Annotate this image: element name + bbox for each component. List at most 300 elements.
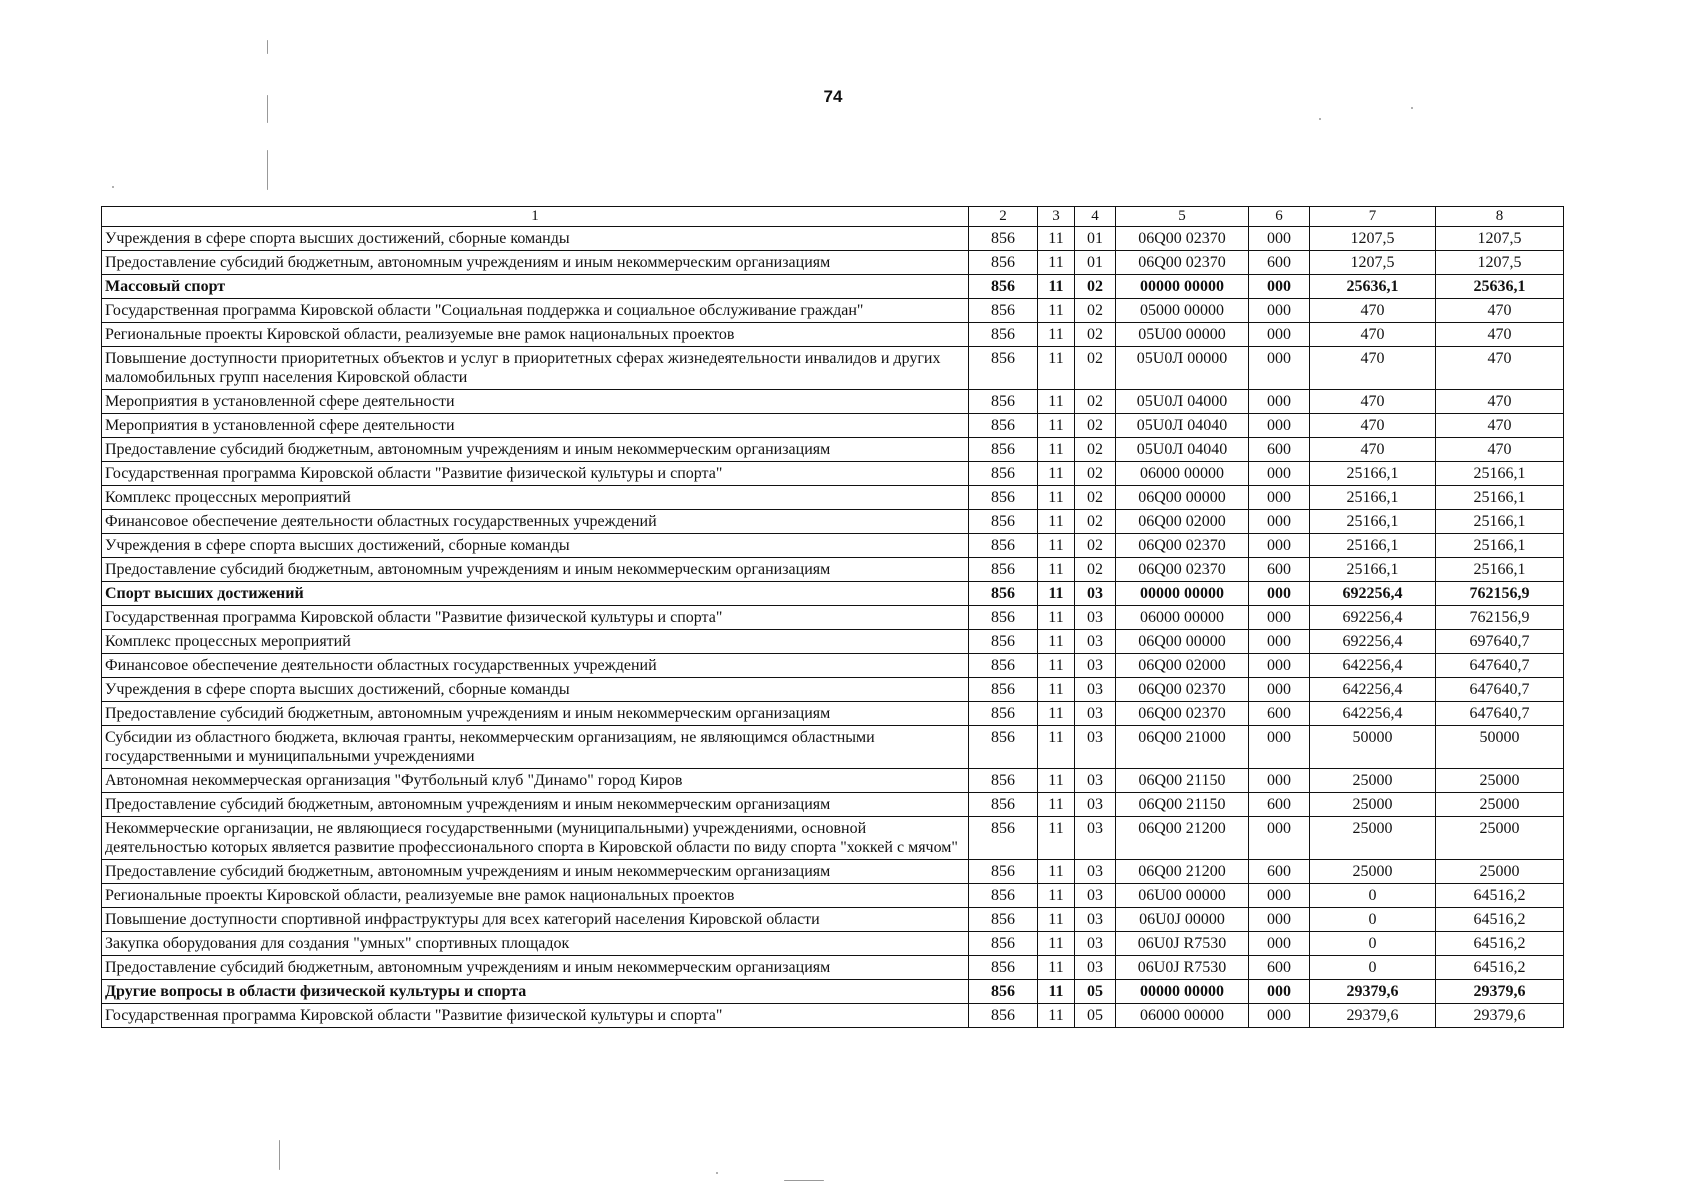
table-row bbox=[102, 390, 1564, 414]
expense-type-cell: 000 bbox=[1249, 606, 1310, 630]
amount-year2-cell: 470 bbox=[1436, 323, 1564, 347]
amount-year1-cell: 25636,1 bbox=[1310, 275, 1436, 299]
budget-table bbox=[101, 206, 1564, 1028]
table-row bbox=[102, 414, 1564, 438]
expense-type-cell: 000 bbox=[1249, 932, 1310, 956]
grbs-code-cell: 856 bbox=[969, 347, 1038, 390]
section-cell: 11 bbox=[1038, 884, 1075, 908]
amount-year1-cell: 29379,6 bbox=[1310, 980, 1436, 1004]
target-article-cell: 05U0Л 00000 bbox=[1116, 347, 1249, 390]
table-row bbox=[102, 678, 1564, 702]
section-cell: 11 bbox=[1038, 956, 1075, 980]
expense-type-cell: 600 bbox=[1249, 793, 1310, 817]
subsection-cell: 03 bbox=[1075, 908, 1116, 932]
row-name-cell: Предоставление субсидий бюджетным, автономным учреждениям и иным некоммерческим организациям bbox=[102, 438, 969, 462]
scan-speck bbox=[784, 1180, 824, 1181]
target-article-cell: 06Q00 00000 bbox=[1116, 486, 1249, 510]
row-name-cell: Другие вопросы в области физической культуры и спорта bbox=[102, 980, 969, 1004]
amount-year2-cell: 470 bbox=[1436, 414, 1564, 438]
expense-type-cell: 000 bbox=[1249, 323, 1310, 347]
section-cell: 11 bbox=[1038, 275, 1075, 299]
expense-type-cell: 000 bbox=[1249, 390, 1310, 414]
amount-year2-cell: 25000 bbox=[1436, 769, 1564, 793]
expense-type-cell: 000 bbox=[1249, 347, 1310, 390]
amount-year1-cell: 692256,4 bbox=[1310, 606, 1436, 630]
grbs-code-cell: 856 bbox=[969, 980, 1038, 1004]
amount-year2-cell: 25166,1 bbox=[1436, 486, 1564, 510]
section-cell: 11 bbox=[1038, 347, 1075, 390]
table-row bbox=[102, 323, 1564, 347]
subsection-cell: 03 bbox=[1075, 606, 1116, 630]
row-name-cell: Комплекс процессных мероприятий bbox=[102, 486, 969, 510]
amount-year1-cell: 0 bbox=[1310, 908, 1436, 932]
row-name-cell: Учреждения в сфере спорта высших достижений, сборные команды bbox=[102, 227, 969, 251]
grbs-code-cell: 856 bbox=[969, 678, 1038, 702]
amount-year1-cell: 0 bbox=[1310, 884, 1436, 908]
grbs-code-cell: 856 bbox=[969, 860, 1038, 884]
section-cell: 11 bbox=[1038, 558, 1075, 582]
row-name-cell: Массовый спорт bbox=[102, 275, 969, 299]
section-cell: 11 bbox=[1038, 726, 1075, 769]
table-row bbox=[102, 908, 1564, 932]
expense-type-cell: 000 bbox=[1249, 908, 1310, 932]
section-cell: 11 bbox=[1038, 251, 1075, 275]
section-cell: 11 bbox=[1038, 630, 1075, 654]
grbs-code-cell: 856 bbox=[969, 462, 1038, 486]
amount-year1-cell: 25166,1 bbox=[1310, 486, 1436, 510]
scan-speck bbox=[267, 150, 268, 190]
amount-year2-cell: 762156,9 bbox=[1436, 606, 1564, 630]
table-row bbox=[102, 726, 1564, 769]
section-cell: 11 bbox=[1038, 414, 1075, 438]
table-row bbox=[102, 275, 1564, 299]
expense-type-cell: 000 bbox=[1249, 414, 1310, 438]
target-article-cell: 00000 00000 bbox=[1116, 275, 1249, 299]
row-name-cell: Финансовое обеспечение деятельности областных государственных учреждений bbox=[102, 654, 969, 678]
amount-year1-cell: 470 bbox=[1310, 414, 1436, 438]
grbs-code-cell: 856 bbox=[969, 323, 1038, 347]
section-cell: 11 bbox=[1038, 678, 1075, 702]
target-article-cell: 05U0Л 04000 bbox=[1116, 390, 1249, 414]
subsection-cell: 02 bbox=[1075, 299, 1116, 323]
table-row bbox=[102, 817, 1564, 860]
section-cell: 11 bbox=[1038, 486, 1075, 510]
amount-year1-cell: 1207,5 bbox=[1310, 251, 1436, 275]
row-name-cell: Учреждения в сфере спорта высших достижений, сборные команды bbox=[102, 534, 969, 558]
table-row bbox=[102, 884, 1564, 908]
grbs-code-cell: 856 bbox=[969, 486, 1038, 510]
amount-year1-cell: 0 bbox=[1310, 932, 1436, 956]
scan-speck bbox=[1319, 118, 1321, 120]
expense-type-cell: 000 bbox=[1249, 726, 1310, 769]
target-article-cell: 06Q00 21150 bbox=[1116, 793, 1249, 817]
amount-year2-cell: 64516,2 bbox=[1436, 884, 1564, 908]
amount-year2-cell: 25166,1 bbox=[1436, 510, 1564, 534]
grbs-code-cell: 856 bbox=[969, 630, 1038, 654]
grbs-code-cell: 856 bbox=[969, 558, 1038, 582]
amount-year1-cell: 470 bbox=[1310, 438, 1436, 462]
subsection-cell: 03 bbox=[1075, 769, 1116, 793]
column-header: 8 bbox=[1436, 207, 1564, 227]
expense-type-cell: 600 bbox=[1249, 956, 1310, 980]
expense-type-cell: 600 bbox=[1249, 438, 1310, 462]
row-name-cell: Некоммерческие организации, не являющиеся государственными (муниципальными) учреждениями, основной деятельностью которых является развитие профессионального спорта в Кировской области по виду спорта "хоккей с мячом" bbox=[102, 817, 969, 860]
scan-speck bbox=[279, 1140, 280, 1170]
row-name-cell: Комплекс процессных мероприятий bbox=[102, 630, 969, 654]
amount-year1-cell: 25000 bbox=[1310, 860, 1436, 884]
amount-year2-cell: 29379,6 bbox=[1436, 980, 1564, 1004]
amount-year1-cell: 25166,1 bbox=[1310, 462, 1436, 486]
subsection-cell: 02 bbox=[1075, 510, 1116, 534]
subsection-cell: 02 bbox=[1075, 275, 1116, 299]
target-article-cell: 06Q00 21000 bbox=[1116, 726, 1249, 769]
target-article-cell: 05U00 00000 bbox=[1116, 323, 1249, 347]
row-name-cell: Государственная программа Кировской области "Развитие физической культуры и спорта" bbox=[102, 1004, 969, 1028]
section-cell: 11 bbox=[1038, 702, 1075, 726]
target-article-cell: 06000 00000 bbox=[1116, 462, 1249, 486]
expense-type-cell: 600 bbox=[1249, 251, 1310, 275]
subsection-cell: 03 bbox=[1075, 678, 1116, 702]
expense-type-cell: 000 bbox=[1249, 510, 1310, 534]
scan-speck bbox=[716, 1172, 718, 1174]
target-article-cell: 05U0Л 04040 bbox=[1116, 414, 1249, 438]
subsection-cell: 03 bbox=[1075, 956, 1116, 980]
grbs-code-cell: 856 bbox=[969, 817, 1038, 860]
grbs-code-cell: 856 bbox=[969, 956, 1038, 980]
subsection-cell: 02 bbox=[1075, 558, 1116, 582]
grbs-code-cell: 856 bbox=[969, 251, 1038, 275]
expense-type-cell: 000 bbox=[1249, 817, 1310, 860]
expense-type-cell: 000 bbox=[1249, 678, 1310, 702]
subsection-cell: 03 bbox=[1075, 702, 1116, 726]
section-cell: 11 bbox=[1038, 323, 1075, 347]
amount-year1-cell: 25166,1 bbox=[1310, 534, 1436, 558]
row-name-cell: Предоставление субсидий бюджетным, автономным учреждениям и иным некоммерческим организациям bbox=[102, 860, 969, 884]
subsection-cell: 02 bbox=[1075, 414, 1116, 438]
amount-year2-cell: 647640,7 bbox=[1436, 678, 1564, 702]
section-cell: 11 bbox=[1038, 299, 1075, 323]
table-row bbox=[102, 510, 1564, 534]
amount-year2-cell: 697640,7 bbox=[1436, 630, 1564, 654]
amount-year1-cell: 50000 bbox=[1310, 726, 1436, 769]
section-cell: 11 bbox=[1038, 438, 1075, 462]
subsection-cell: 03 bbox=[1075, 932, 1116, 956]
target-article-cell: 06Q00 02370 bbox=[1116, 678, 1249, 702]
target-article-cell: 06000 00000 bbox=[1116, 1004, 1249, 1028]
target-article-cell: 06Q00 21200 bbox=[1116, 817, 1249, 860]
table-row bbox=[102, 438, 1564, 462]
grbs-code-cell: 856 bbox=[969, 726, 1038, 769]
grbs-code-cell: 856 bbox=[969, 908, 1038, 932]
subsection-cell: 02 bbox=[1075, 462, 1116, 486]
scan-speck bbox=[1411, 107, 1413, 109]
table-row bbox=[102, 227, 1564, 251]
column-header: 2 bbox=[969, 207, 1038, 227]
grbs-code-cell: 856 bbox=[969, 414, 1038, 438]
amount-year2-cell: 64516,2 bbox=[1436, 956, 1564, 980]
column-header: 7 bbox=[1310, 207, 1436, 227]
amount-year2-cell: 470 bbox=[1436, 299, 1564, 323]
page-number: 74 bbox=[823, 87, 843, 106]
amount-year2-cell: 470 bbox=[1436, 390, 1564, 414]
expense-type-cell: 000 bbox=[1249, 1004, 1310, 1028]
section-cell: 11 bbox=[1038, 817, 1075, 860]
expense-type-cell: 000 bbox=[1249, 462, 1310, 486]
subsection-cell: 03 bbox=[1075, 884, 1116, 908]
target-article-cell: 06U0J 00000 bbox=[1116, 908, 1249, 932]
amount-year2-cell: 762156,9 bbox=[1436, 582, 1564, 606]
subsection-cell: 01 bbox=[1075, 251, 1116, 275]
row-name-cell: Предоставление субсидий бюджетным, автономным учреждениям и иным некоммерческим организациям bbox=[102, 793, 969, 817]
target-article-cell: 06Q00 02370 bbox=[1116, 558, 1249, 582]
target-article-cell: 06Q00 02370 bbox=[1116, 251, 1249, 275]
expense-type-cell: 000 bbox=[1249, 884, 1310, 908]
table-row bbox=[102, 582, 1564, 606]
section-cell: 11 bbox=[1038, 227, 1075, 251]
section-cell: 11 bbox=[1038, 606, 1075, 630]
row-name-cell: Региональные проекты Кировской области, реализуемые вне рамок национальных проектов bbox=[102, 884, 969, 908]
amount-year2-cell: 29379,6 bbox=[1436, 1004, 1564, 1028]
table-row bbox=[102, 1004, 1564, 1028]
grbs-code-cell: 856 bbox=[969, 390, 1038, 414]
row-name-cell: Учреждения в сфере спорта высших достижений, сборные команды bbox=[102, 678, 969, 702]
table-body bbox=[102, 227, 1564, 1028]
section-cell: 11 bbox=[1038, 908, 1075, 932]
table-row bbox=[102, 606, 1564, 630]
grbs-code-cell: 856 bbox=[969, 227, 1038, 251]
target-article-cell: 00000 00000 bbox=[1116, 980, 1249, 1004]
amount-year2-cell: 25166,1 bbox=[1436, 462, 1564, 486]
amount-year1-cell: 642256,4 bbox=[1310, 678, 1436, 702]
target-article-cell: 06000 00000 bbox=[1116, 606, 1249, 630]
amount-year2-cell: 25000 bbox=[1436, 793, 1564, 817]
section-cell: 11 bbox=[1038, 793, 1075, 817]
grbs-code-cell: 856 bbox=[969, 275, 1038, 299]
table-row bbox=[102, 860, 1564, 884]
target-article-cell: 06Q00 02000 bbox=[1116, 510, 1249, 534]
row-name-cell: Предоставление субсидий бюджетным, автономным учреждениям и иным некоммерческим организациям bbox=[102, 558, 969, 582]
section-cell: 11 bbox=[1038, 534, 1075, 558]
scan-speck bbox=[112, 186, 114, 188]
target-article-cell: 06U0J R7530 bbox=[1116, 932, 1249, 956]
amount-year1-cell: 692256,4 bbox=[1310, 630, 1436, 654]
table-row bbox=[102, 932, 1564, 956]
expense-type-cell: 000 bbox=[1249, 582, 1310, 606]
row-name-cell: Спорт высших достижений bbox=[102, 582, 969, 606]
row-name-cell: Предоставление субсидий бюджетным, автономным учреждениям и иным некоммерческим организациям bbox=[102, 702, 969, 726]
expense-type-cell: 000 bbox=[1249, 980, 1310, 1004]
amount-year1-cell: 25000 bbox=[1310, 793, 1436, 817]
subsection-cell: 02 bbox=[1075, 347, 1116, 390]
expense-type-cell: 000 bbox=[1249, 630, 1310, 654]
amount-year2-cell: 25000 bbox=[1436, 817, 1564, 860]
target-article-cell: 06Q00 00000 bbox=[1116, 630, 1249, 654]
grbs-code-cell: 856 bbox=[969, 582, 1038, 606]
subsection-cell: 01 bbox=[1075, 227, 1116, 251]
expense-type-cell: 000 bbox=[1249, 275, 1310, 299]
amount-year1-cell: 470 bbox=[1310, 347, 1436, 390]
amount-year2-cell: 25636,1 bbox=[1436, 275, 1564, 299]
amount-year1-cell: 25000 bbox=[1310, 817, 1436, 860]
table-row bbox=[102, 558, 1564, 582]
target-article-cell: 06Q00 02000 bbox=[1116, 654, 1249, 678]
amount-year1-cell: 25166,1 bbox=[1310, 510, 1436, 534]
table-row bbox=[102, 251, 1564, 275]
section-cell: 11 bbox=[1038, 462, 1075, 486]
amount-year1-cell: 1207,5 bbox=[1310, 227, 1436, 251]
column-header: 1 bbox=[102, 207, 969, 227]
subsection-cell: 03 bbox=[1075, 582, 1116, 606]
table-row bbox=[102, 630, 1564, 654]
amount-year1-cell: 470 bbox=[1310, 299, 1436, 323]
subsection-cell: 02 bbox=[1075, 438, 1116, 462]
subsection-cell: 03 bbox=[1075, 817, 1116, 860]
amount-year1-cell: 470 bbox=[1310, 323, 1436, 347]
grbs-code-cell: 856 bbox=[969, 606, 1038, 630]
section-cell: 11 bbox=[1038, 932, 1075, 956]
row-name-cell: Мероприятия в установленной сфере деятельности bbox=[102, 390, 969, 414]
section-cell: 11 bbox=[1038, 1004, 1075, 1028]
table-row bbox=[102, 534, 1564, 558]
row-name-cell: Мероприятия в установленной сфере деятельности bbox=[102, 414, 969, 438]
scan-speck bbox=[267, 40, 268, 54]
subsection-cell: 03 bbox=[1075, 860, 1116, 884]
row-name-cell: Субсидии из областного бюджета, включая гранты, некоммерческим организациям, не являющимся областными государственными и муниципальными учреждениями bbox=[102, 726, 969, 769]
subsection-cell: 02 bbox=[1075, 390, 1116, 414]
table-row bbox=[102, 486, 1564, 510]
expense-type-cell: 000 bbox=[1249, 534, 1310, 558]
table-row bbox=[102, 956, 1564, 980]
scan-speck bbox=[267, 95, 268, 123]
section-cell: 11 bbox=[1038, 980, 1075, 1004]
section-cell: 11 bbox=[1038, 582, 1075, 606]
row-name-cell: Предоставление субсидий бюджетным, автономным учреждениям и иным некоммерческим организациям bbox=[102, 251, 969, 275]
column-number-row bbox=[102, 207, 1564, 227]
grbs-code-cell: 856 bbox=[969, 932, 1038, 956]
amount-year1-cell: 642256,4 bbox=[1310, 702, 1436, 726]
expense-type-cell: 000 bbox=[1249, 486, 1310, 510]
target-article-cell: 06Q00 02370 bbox=[1116, 702, 1249, 726]
section-cell: 11 bbox=[1038, 390, 1075, 414]
expense-type-cell: 600 bbox=[1249, 860, 1310, 884]
column-header: 4 bbox=[1075, 207, 1116, 227]
row-name-cell: Предоставление субсидий бюджетным, автономным учреждениям и иным некоммерческим организациям bbox=[102, 956, 969, 980]
table-row bbox=[102, 980, 1564, 1004]
amount-year1-cell: 0 bbox=[1310, 956, 1436, 980]
target-article-cell: 06Q00 21200 bbox=[1116, 860, 1249, 884]
subsection-cell: 05 bbox=[1075, 1004, 1116, 1028]
row-name-cell: Финансовое обеспечение деятельности областных государственных учреждений bbox=[102, 510, 969, 534]
target-article-cell: 06U00 00000 bbox=[1116, 884, 1249, 908]
subsection-cell: 05 bbox=[1075, 980, 1116, 1004]
amount-year2-cell: 1207,5 bbox=[1436, 251, 1564, 275]
grbs-code-cell: 856 bbox=[969, 510, 1038, 534]
subsection-cell: 03 bbox=[1075, 630, 1116, 654]
amount-year2-cell: 647640,7 bbox=[1436, 702, 1564, 726]
expense-type-cell: 000 bbox=[1249, 769, 1310, 793]
row-name-cell: Государственная программа Кировской области "Развитие физической культуры и спорта" bbox=[102, 606, 969, 630]
section-cell: 11 bbox=[1038, 510, 1075, 534]
subsection-cell: 02 bbox=[1075, 486, 1116, 510]
expense-type-cell: 000 bbox=[1249, 227, 1310, 251]
target-article-cell: 05U0Л 04040 bbox=[1116, 438, 1249, 462]
amount-year2-cell: 470 bbox=[1436, 347, 1564, 390]
target-article-cell: 00000 00000 bbox=[1116, 582, 1249, 606]
grbs-code-cell: 856 bbox=[969, 884, 1038, 908]
grbs-code-cell: 856 bbox=[969, 702, 1038, 726]
column-header: 3 bbox=[1038, 207, 1075, 227]
subsection-cell: 03 bbox=[1075, 793, 1116, 817]
amount-year1-cell: 25166,1 bbox=[1310, 558, 1436, 582]
amount-year2-cell: 64516,2 bbox=[1436, 932, 1564, 956]
grbs-code-cell: 856 bbox=[969, 769, 1038, 793]
amount-year2-cell: 470 bbox=[1436, 438, 1564, 462]
subsection-cell: 02 bbox=[1075, 534, 1116, 558]
amount-year2-cell: 647640,7 bbox=[1436, 654, 1564, 678]
subsection-cell: 03 bbox=[1075, 726, 1116, 769]
row-name-cell: Региональные проекты Кировской области, реализуемые вне рамок национальных проектов bbox=[102, 323, 969, 347]
section-cell: 11 bbox=[1038, 860, 1075, 884]
table-row bbox=[102, 462, 1564, 486]
amount-year2-cell: 1207,5 bbox=[1436, 227, 1564, 251]
amount-year1-cell: 25000 bbox=[1310, 769, 1436, 793]
row-name-cell: Закупка оборудования для создания "умных" спортивных площадок bbox=[102, 932, 969, 956]
amount-year2-cell: 64516,2 bbox=[1436, 908, 1564, 932]
table-row bbox=[102, 793, 1564, 817]
table-row bbox=[102, 654, 1564, 678]
expense-type-cell: 000 bbox=[1249, 654, 1310, 678]
grbs-code-cell: 856 bbox=[969, 793, 1038, 817]
amount-year1-cell: 29379,6 bbox=[1310, 1004, 1436, 1028]
target-article-cell: 05000 00000 bbox=[1116, 299, 1249, 323]
amount-year1-cell: 470 bbox=[1310, 390, 1436, 414]
expense-type-cell: 600 bbox=[1249, 558, 1310, 582]
column-header: 6 bbox=[1249, 207, 1310, 227]
target-article-cell: 06U0J R7530 bbox=[1116, 956, 1249, 980]
table-row bbox=[102, 702, 1564, 726]
amount-year2-cell: 25166,1 bbox=[1436, 534, 1564, 558]
row-name-cell: Автономная некоммерческая организация "Футбольный клуб "Динамо" город Киров bbox=[102, 769, 969, 793]
expense-type-cell: 600 bbox=[1249, 702, 1310, 726]
table-row bbox=[102, 299, 1564, 323]
amount-year2-cell: 25000 bbox=[1436, 860, 1564, 884]
row-name-cell: Государственная программа Кировской области "Социальная поддержка и социальное обслуживание граждан" bbox=[102, 299, 969, 323]
table-row bbox=[102, 347, 1564, 390]
row-name-cell: Государственная программа Кировской области "Развитие физической культуры и спорта" bbox=[102, 462, 969, 486]
target-article-cell: 06Q00 21150 bbox=[1116, 769, 1249, 793]
grbs-code-cell: 856 bbox=[969, 654, 1038, 678]
section-cell: 11 bbox=[1038, 654, 1075, 678]
row-name-cell: Повышение доступности спортивной инфраструктуры для всех категорий населения Кировской области bbox=[102, 908, 969, 932]
table-row bbox=[102, 769, 1564, 793]
amount-year2-cell: 50000 bbox=[1436, 726, 1564, 769]
column-header: 5 bbox=[1116, 207, 1249, 227]
expense-type-cell: 000 bbox=[1249, 299, 1310, 323]
grbs-code-cell: 856 bbox=[969, 1004, 1038, 1028]
target-article-cell: 06Q00 02370 bbox=[1116, 534, 1249, 558]
section-cell: 11 bbox=[1038, 769, 1075, 793]
target-article-cell: 06Q00 02370 bbox=[1116, 227, 1249, 251]
subsection-cell: 03 bbox=[1075, 654, 1116, 678]
grbs-code-cell: 856 bbox=[969, 438, 1038, 462]
amount-year2-cell: 25166,1 bbox=[1436, 558, 1564, 582]
row-name-cell: Повышение доступности приоритетных объектов и услуг в приоритетных сферах жизнедеятельности инвалидов и других маломобильных групп населения Кировской области bbox=[102, 347, 969, 390]
grbs-code-cell: 856 bbox=[969, 299, 1038, 323]
grbs-code-cell: 856 bbox=[969, 534, 1038, 558]
amount-year1-cell: 642256,4 bbox=[1310, 654, 1436, 678]
amount-year1-cell: 692256,4 bbox=[1310, 582, 1436, 606]
subsection-cell: 02 bbox=[1075, 323, 1116, 347]
